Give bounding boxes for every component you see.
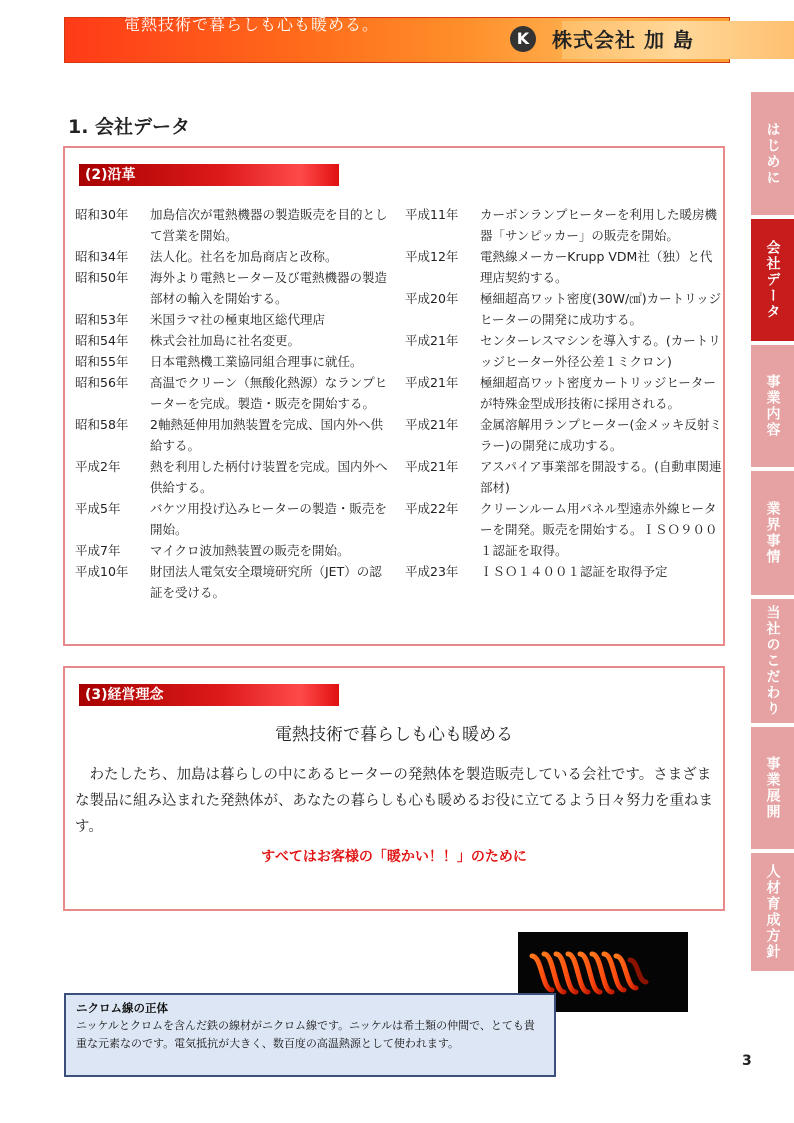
- side-nav: [751, 92, 794, 975]
- nav-tab-label: 事業展開: [764, 756, 781, 820]
- nav-tab-5[interactable]: [751, 599, 794, 723]
- nichrome-body: ニッケルとクロムを含んだ鉄の線材がニクロム線です。ニッケルは希土類の仲間で、とても貴重な元素なのです。電気抵抗が大きく、数百度の高温熱源として使われます。: [76, 1019, 535, 1050]
- nav-tab-4[interactable]: [751, 471, 794, 595]
- history-text: カーボンランプヒーターを利用した暖房機器「サンピッカー」の販売を開始。: [480, 207, 718, 243]
- history-entry: [75, 498, 393, 540]
- company-name: 株式会社 加 島: [552, 28, 694, 52]
- nav-tab-1[interactable]: [751, 92, 794, 215]
- history-text: 極細超高ワット密度カートリッジヒーターが特殊金型成形技術に採用される。: [480, 375, 716, 411]
- history-year: 昭和56年: [75, 375, 129, 390]
- history-text: 2軸熱延伸用加熱装置を完成、国内外へ供給する。: [150, 417, 383, 453]
- history-text: ＩＳＯ１４００１認証を取得予定: [480, 564, 668, 579]
- history-left-column: [75, 204, 393, 603]
- nav-tab-label: はじめに: [764, 121, 781, 186]
- history-text: 高温でクリーン（無酸化熱源）なランプヒーターを完成。製造・販売を開始する。: [150, 375, 388, 411]
- history-year: 平成20年: [405, 291, 459, 306]
- history-entry: [75, 267, 393, 309]
- history-text: 電熱線メーカーKrupp VDM社（独）と代理店契約する。: [480, 249, 713, 285]
- history-entry: [75, 246, 393, 267]
- nichrome-note: [64, 993, 556, 1077]
- history-entry: [405, 561, 723, 582]
- header-tagline: 電熱技術で暮らしも心も暖める。: [124, 15, 380, 34]
- history-text: クリーンルーム用パネル型遠赤外線ヒーターを開発。販売を開始する。ＩＳＯ９００１認証を取得。: [480, 501, 718, 558]
- history-text: 法人化。社名を加島商店と改称。: [150, 249, 338, 264]
- company-logo-icon: K: [510, 26, 536, 52]
- history-year: 平成11年: [405, 207, 459, 222]
- history-year: 昭和34年: [75, 249, 129, 264]
- history-text: 財団法人電気安全環境研究所（JET）の認証を受ける。: [150, 564, 382, 600]
- history-text: バケツ用投げ込みヒーターの製造・販売を開始。: [150, 501, 387, 537]
- history-text: マイクロ波加熱装置の販売を開始。: [150, 543, 350, 558]
- history-entry: [405, 288, 723, 330]
- history-year: 平成23年: [405, 564, 459, 579]
- history-entry: [405, 456, 723, 498]
- history-heading: (2)沿革: [79, 164, 339, 186]
- history-entry: [75, 372, 393, 414]
- history-year: 平成21年: [405, 459, 459, 474]
- history-year: 昭和55年: [75, 354, 129, 369]
- history-year: 平成22年: [405, 501, 459, 516]
- nav-tab-label: 会社データ: [764, 240, 781, 320]
- history-text: 加島信次が電熱機器の製造販売を目的として営業を開始。: [150, 207, 388, 243]
- philosophy-body: わたしたち、加島は暮らしの中にあるヒーターの発熱体を製造販売している会社です。さまざまな製品に組み込まれた発熱体が、あなたの暮らしも心も暖めるお役に立てるよう日々努力を重ねます。: [75, 767, 713, 835]
- history-text: 日本電熱機工業協同組合理事に就任。: [150, 354, 363, 369]
- history-entry: [75, 561, 393, 603]
- history-right-column: [405, 204, 723, 582]
- page-number: 3: [742, 1053, 752, 1069]
- history-entry: [405, 414, 723, 456]
- history-year: 平成12年: [405, 249, 459, 264]
- nav-tab-3[interactable]: [751, 345, 794, 467]
- history-year: 昭和50年: [75, 270, 129, 285]
- philosophy-closing: すべてはお客様の「暖かい！！」のために: [261, 849, 527, 865]
- history-text: 海外より電熱ヒーター及び電熱機器の製造部材の輸入を開始する。: [150, 270, 388, 306]
- nav-tab-label: 人材育成方針: [764, 864, 781, 960]
- history-entry: [75, 204, 393, 246]
- history-entry: [75, 414, 393, 456]
- history-year: 平成7年: [75, 543, 121, 558]
- nav-tab-label: 事業内容: [764, 374, 781, 438]
- history-text: 極細超高ワット密度(30W/㎠)カートリッジヒーターの開発に成功する。: [480, 291, 722, 327]
- history-entry: [75, 456, 393, 498]
- history-panel: [63, 146, 725, 646]
- history-entry: [405, 330, 723, 372]
- history-text: 株式会社加島に社名変更。: [150, 333, 301, 348]
- history-text: アスパイア事業部を開設する。(自動車関連部材): [480, 459, 722, 495]
- history-year: 平成5年: [75, 501, 121, 516]
- nav-tab-label: 当社のこだわり: [764, 605, 781, 717]
- history-year: 平成2年: [75, 459, 121, 474]
- philosophy-motto: 電熱技術で暮らしも心も暖める: [275, 725, 513, 745]
- nav-tab-2[interactable]: [751, 219, 794, 341]
- history-year: 昭和30年: [75, 207, 129, 222]
- history-entry: [405, 204, 723, 246]
- nav-tab-6[interactable]: [751, 727, 794, 849]
- history-entry: [405, 372, 723, 414]
- page-title: 1. 会社データ: [68, 116, 191, 138]
- history-year: 平成21年: [405, 375, 459, 390]
- history-text: 米国ラマ社の極東地区総代理店: [150, 312, 326, 327]
- nichrome-title: ニクロム線の正体: [76, 1001, 168, 1015]
- nav-tab-label: 業界事情: [764, 501, 781, 565]
- history-entry: [75, 351, 393, 372]
- history-year: 平成21年: [405, 417, 459, 432]
- history-year: 昭和54年: [75, 333, 129, 348]
- history-year: 平成10年: [75, 564, 129, 579]
- philosophy-heading: (3)経営理念: [79, 684, 339, 706]
- nav-tab-7[interactable]: [751, 853, 794, 971]
- history-text: センターレスマシンを導入する。(カートリッジヒーター外径公差１ミクロン): [480, 333, 721, 369]
- history-entry: [75, 330, 393, 351]
- history-entry: [75, 540, 393, 561]
- history-text: 熱を利用した柄付け装置を完成。国内外へ供給する。: [150, 459, 388, 495]
- history-year: 昭和58年: [75, 417, 129, 432]
- history-year: 平成21年: [405, 333, 459, 348]
- history-entry: [405, 498, 723, 561]
- history-entry: [75, 309, 393, 330]
- history-entry: [405, 246, 723, 288]
- history-year: 昭和53年: [75, 312, 129, 327]
- history-text: 金属溶解用ランプヒーター(金メッキ反射ミラー)の開発に成功する。: [480, 417, 722, 453]
- philosophy-panel: [63, 666, 725, 911]
